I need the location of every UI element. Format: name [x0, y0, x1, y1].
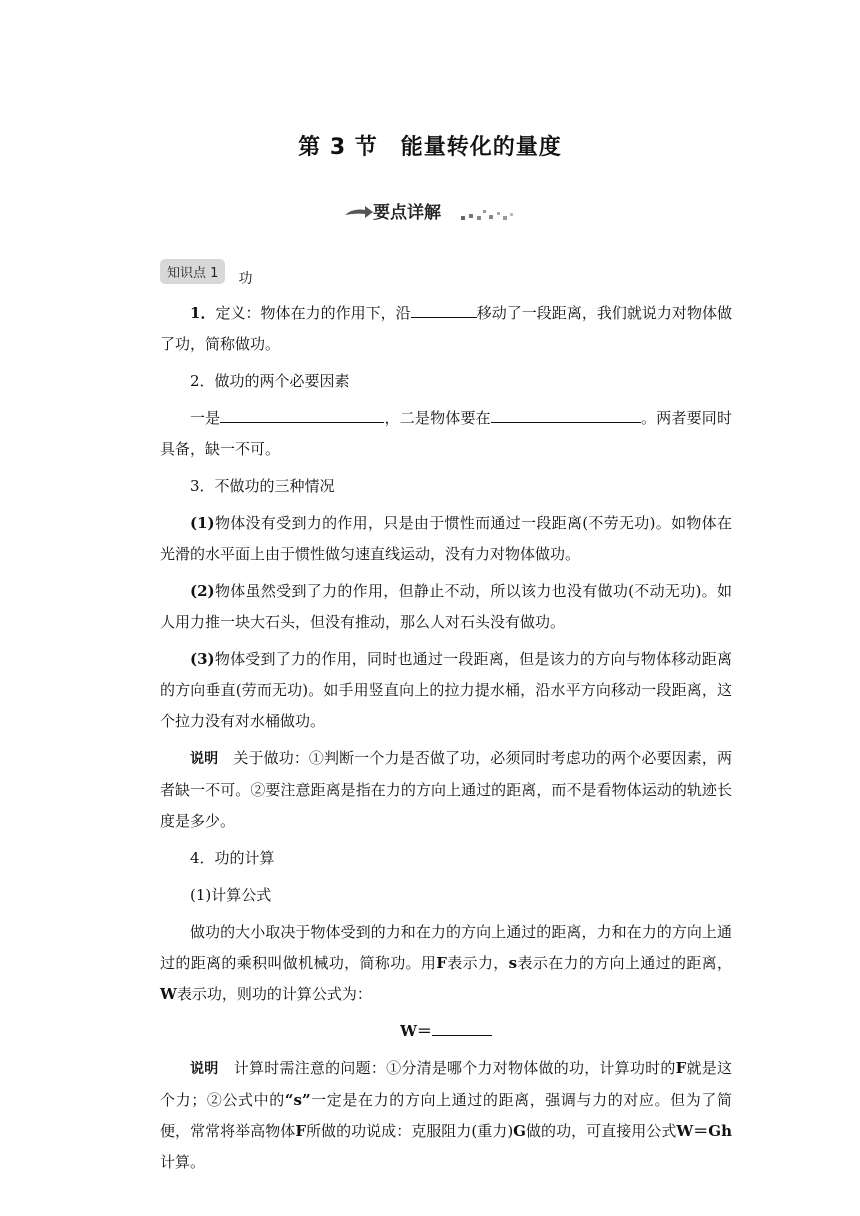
factors-text-b: ，二是物体要在 [384, 409, 491, 427]
nowork-case-1 [160, 508, 732, 570]
note-label: 说明 [190, 751, 219, 767]
page-title: 第 3 节 能量转化的量度 [298, 135, 562, 160]
note-text-4: 所做的功说成：克服阻力(重力) [305, 1122, 514, 1140]
knowledge-point-badge: 知识点 1 [160, 259, 225, 284]
calc-heading: 4．功的计算 [190, 849, 275, 867]
section-banner [345, 196, 515, 226]
banner-text: 要点详解 [373, 203, 441, 223]
fill-blank[interactable] [491, 404, 641, 423]
knowledge-point-header [160, 259, 253, 285]
formula-inline: W＝Gh [676, 1122, 732, 1140]
formula-text: W＝ [400, 1022, 432, 1040]
nowork-heading: 3．不做功的三种情况 [190, 477, 335, 495]
symbol-f: F [675, 1059, 687, 1077]
calc-text-4: 表示功，则功的计算公式为： [176, 985, 372, 1003]
note-1 [160, 743, 732, 837]
decorative-dots-icon [461, 202, 515, 222]
note-2 [160, 1053, 732, 1178]
calc-text-2: 表示力， [446, 954, 509, 972]
symbol-f: F [295, 1122, 306, 1140]
symbol-s: “s” [284, 1091, 311, 1109]
fill-blank[interactable] [220, 404, 384, 423]
formula-line [160, 1016, 732, 1047]
arrow-icon [345, 206, 373, 218]
calc-text-1: 做功的大小取决于物体受到的力和在力的方向上通过的距离，力和在力的方向上通过的距离的乘积叫做机械功，简称功。用 [160, 923, 732, 972]
fill-blank[interactable] [432, 1017, 492, 1036]
definition-text-1: 定义：物体在力的作用下，沿 [215, 304, 411, 322]
knowledge-point-title: 功 [238, 271, 253, 287]
calc-paragraph [160, 917, 732, 1010]
fill-blank[interactable] [411, 299, 477, 318]
note-text-6: 计算。 [160, 1153, 206, 1171]
definition-paragraph [160, 298, 732, 360]
note-text-2: 就是这个力；②公式中的 [160, 1059, 732, 1109]
note-text-5: 做的功，可直接用公式 [525, 1122, 677, 1140]
symbol-w: W [160, 985, 177, 1003]
case-text: 物体虽然受到了力的作用，但静止不动，所以该力也没有做功(不动无功)。如人用力推一块大石头，但没有推动，那么人对石头没有做功。 [160, 582, 732, 631]
symbol-s: s [508, 954, 518, 972]
factors-paragraph [160, 403, 732, 465]
symbol-g: G [513, 1122, 526, 1140]
case-number: (1) [190, 514, 215, 532]
case-number: (3) [190, 650, 215, 668]
note-text: 关于做功：①判断一个力是否做了功，必须同时考虑功的两个必要因素，两者缺一不可。②要注意距离是指在力的方向上通过的距离，而不是看物体运动的轨迹长度是多少。 [160, 749, 732, 830]
note-text-1: 计算时需注意的问题：①分清是哪个力对物体做的功，计算功时的 [233, 1059, 676, 1077]
factors-text-c: 。两者要同时具备，缺一不可。 [160, 409, 732, 458]
note-label: 说明 [190, 1061, 219, 1077]
calc-subheading: (1)计算公式 [190, 886, 272, 904]
calc-text-3: 表示在力的方向上通过的距离， [517, 954, 732, 972]
case-number: (2) [190, 582, 215, 600]
case-text: 物体没有受到力的作用，只是由于惯性而通过一段距离(不劳无功)。如物体在光滑的水平面上由于惯性做匀速直线运动，没有力对物体做功。 [160, 514, 732, 563]
symbol-f: F [436, 954, 447, 972]
nowork-case-2 [160, 576, 732, 638]
factors-text-a: 一是 [190, 409, 221, 427]
item-number: 1． [190, 304, 216, 322]
definition-text-2: 移动了一段距离，我们就说力对物体做了功，简称做功。 [160, 304, 732, 353]
content [160, 298, 732, 1184]
case-text: 物体受到了力的作用，同时也通过一段距离，但是该力的方向与物体移动距离的方向垂直(劳而无功)。如手用竖直向上的拉力提水桶，沿水平方向移动一段距离，这个拉力没有对水桶做功。 [160, 650, 732, 730]
note-text-3: 一定是在力的方向上通过的距离，强调与力的对应。但为了简便，常常将举高物体 [160, 1091, 732, 1140]
factors-heading: 2．做功的两个必要因素 [190, 372, 350, 390]
nowork-case-3 [160, 644, 732, 737]
